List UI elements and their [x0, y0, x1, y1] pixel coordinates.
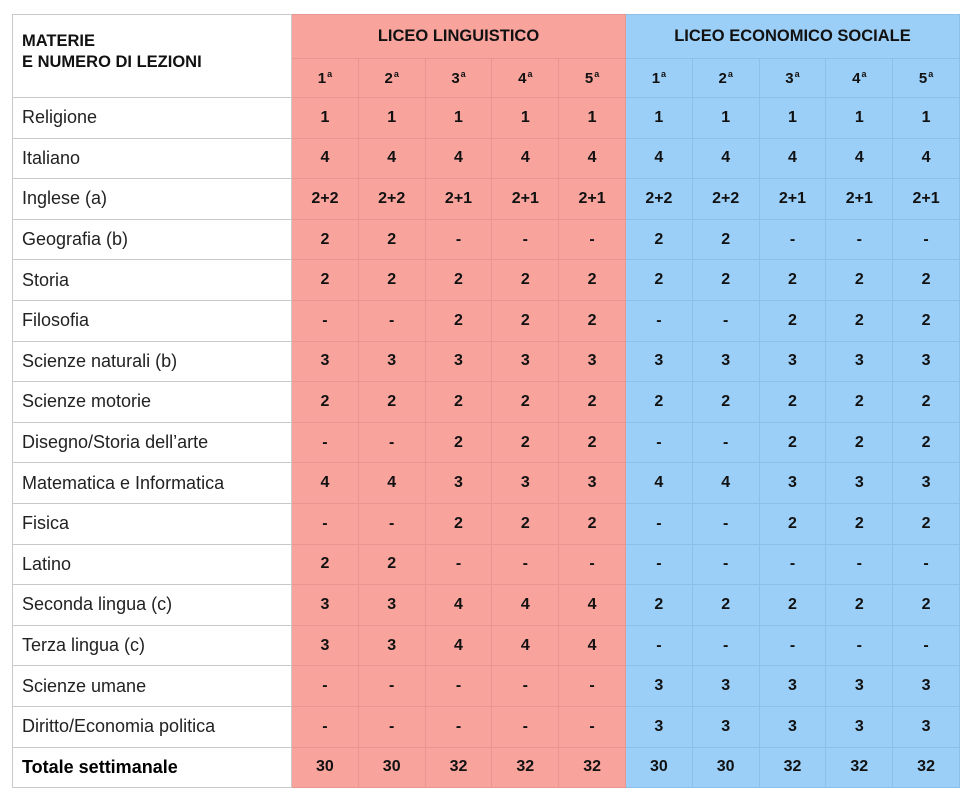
linguistico-hours-year-2: 2 [358, 382, 425, 423]
table-title-line1: MATERIE [22, 32, 96, 50]
subject-name: Disegno/Storia dell’arte [13, 422, 292, 463]
year-number: 5 [584, 70, 594, 87]
table-row [13, 260, 960, 301]
year-number: 1 [651, 70, 661, 87]
year-number: 1 [317, 70, 327, 87]
economico-hours-year-1: - [625, 503, 692, 544]
economico-hours-year-2: 30 [692, 747, 759, 788]
economico-hours-year-4: 4 [826, 138, 893, 179]
linguistico-hours-year-1: 2 [292, 382, 359, 423]
year-number: 2 [384, 70, 393, 87]
economico-hours-year-4: 2 [826, 503, 893, 544]
economico-hours-year-4: 3 [826, 463, 893, 504]
economico-hours-year-4: 2+1 [826, 179, 893, 220]
linguistico-hours-year-2: 2 [358, 544, 425, 585]
linguistico-hours-year-3: - [425, 706, 492, 747]
economico-hours-year-5: 3 [893, 463, 960, 504]
year-header-linguistico-2 [358, 59, 425, 98]
economico-hours-year-3: 32 [759, 747, 826, 788]
economico-hours-year-3: 3 [759, 341, 826, 382]
linguistico-hours-year-4: 2 [492, 382, 559, 423]
economico-hours-year-2: - [692, 422, 759, 463]
economico-hours-year-3: 4 [759, 138, 826, 179]
economico-hours-year-4: - [826, 219, 893, 260]
year-ordinal: a [393, 69, 399, 79]
economico-hours-year-4: 3 [826, 341, 893, 382]
linguistico-hours-year-1: 2 [292, 219, 359, 260]
linguistico-hours-year-4: - [492, 544, 559, 585]
year-header-linguistico-3 [425, 59, 492, 98]
linguistico-hours-year-2: 3 [358, 341, 425, 382]
subject-name: Scienze motorie [13, 382, 292, 423]
linguistico-hours-year-5: - [559, 666, 626, 707]
economico-hours-year-5: - [893, 219, 960, 260]
economico-hours-year-1: 3 [625, 706, 692, 747]
table-row [13, 300, 960, 341]
linguistico-hours-year-2: - [358, 503, 425, 544]
linguistico-hours-year-5: 4 [559, 138, 626, 179]
subject-name: Filosofia [13, 300, 292, 341]
economico-hours-year-3: 2 [759, 503, 826, 544]
year-header-economico-1 [625, 59, 692, 98]
linguistico-hours-year-2: - [358, 666, 425, 707]
linguistico-hours-year-1: 3 [292, 585, 359, 626]
linguistico-hours-year-5: - [559, 219, 626, 260]
linguistico-hours-year-4: 4 [492, 625, 559, 666]
table-row [13, 706, 960, 747]
linguistico-hours-year-4: 3 [492, 463, 559, 504]
table-row [13, 98, 960, 139]
economico-hours-year-2: 3 [692, 706, 759, 747]
year-ordinal: a [861, 69, 867, 79]
year-header-economico-3 [759, 59, 826, 98]
economico-hours-year-3: 2 [759, 300, 826, 341]
linguistico-hours-year-5: 2 [559, 260, 626, 301]
linguistico-hours-year-3: 4 [425, 585, 492, 626]
table-row [13, 503, 960, 544]
economico-hours-year-3: 3 [759, 666, 826, 707]
linguistico-hours-year-2: 1 [358, 98, 425, 139]
economico-hours-year-5: 2 [893, 503, 960, 544]
economico-hours-year-1: 2+2 [625, 179, 692, 220]
economico-hours-year-5: 2 [893, 422, 960, 463]
economico-hours-year-5: 2 [893, 585, 960, 626]
economico-hours-year-2: 2 [692, 382, 759, 423]
subject-name: Terza lingua (c) [13, 625, 292, 666]
linguistico-hours-year-3: - [425, 219, 492, 260]
economico-hours-year-1: - [625, 422, 692, 463]
linguistico-hours-year-3: 2 [425, 260, 492, 301]
year-ordinal: a [928, 69, 934, 79]
group-header-economico: LICEO ECONOMICO SOCIALE [625, 15, 959, 59]
year-ordinal: a [794, 69, 800, 79]
linguistico-hours-year-3: 32 [425, 747, 492, 788]
economico-hours-year-4: 2 [826, 260, 893, 301]
year-number: 3 [451, 70, 460, 87]
subject-name: Seconda lingua (c) [13, 585, 292, 626]
economico-hours-year-5: 2+1 [893, 179, 960, 220]
year-number: 2 [718, 70, 727, 87]
table-row [13, 138, 960, 179]
economico-hours-year-5: 2 [893, 382, 960, 423]
economico-hours-year-1: - [625, 544, 692, 585]
total-row [13, 747, 960, 788]
economico-hours-year-3: 2 [759, 422, 826, 463]
subject-name: Fisica [13, 503, 292, 544]
table-title-line2: E NUMERO DI LEZIONI [22, 53, 202, 71]
economico-hours-year-3: 2 [759, 382, 826, 423]
linguistico-hours-year-3: 1 [425, 98, 492, 139]
linguistico-hours-year-5: 2 [559, 503, 626, 544]
linguistico-hours-year-3: 3 [425, 463, 492, 504]
economico-hours-year-1: 3 [625, 666, 692, 707]
linguistico-hours-year-5: 2 [559, 382, 626, 423]
year-ordinal: a [594, 69, 600, 79]
linguistico-hours-year-3: 2 [425, 382, 492, 423]
economico-hours-year-2: 3 [692, 666, 759, 707]
subject-name: Latino [13, 544, 292, 585]
subject-name: Inglese (a) [13, 179, 292, 220]
subject-name: Scienze naturali (b) [13, 341, 292, 382]
linguistico-hours-year-4: 2 [492, 300, 559, 341]
linguistico-hours-year-2: - [358, 706, 425, 747]
economico-hours-year-2: 4 [692, 463, 759, 504]
linguistico-hours-year-1: 2 [292, 544, 359, 585]
economico-hours-year-2: 2 [692, 219, 759, 260]
economico-hours-year-1: 30 [625, 747, 692, 788]
linguistico-hours-year-1: - [292, 503, 359, 544]
year-ordinal: a [661, 69, 667, 79]
linguistico-hours-year-3: 4 [425, 625, 492, 666]
linguistico-hours-year-2: 2 [358, 260, 425, 301]
economico-hours-year-1: - [625, 625, 692, 666]
economico-hours-year-2: - [692, 503, 759, 544]
economico-hours-year-1: 2 [625, 382, 692, 423]
economico-hours-year-4: 2 [826, 382, 893, 423]
economico-hours-year-4: - [826, 625, 893, 666]
linguistico-hours-year-2: 4 [358, 463, 425, 504]
linguistico-hours-year-5: 32 [559, 747, 626, 788]
linguistico-hours-year-3: 2+1 [425, 179, 492, 220]
year-header-economico-5 [893, 59, 960, 98]
year-ordinal: a [727, 69, 733, 79]
table-row [13, 382, 960, 423]
economico-hours-year-2: 2+2 [692, 179, 759, 220]
economico-hours-year-3: 3 [759, 706, 826, 747]
economico-hours-year-1: - [625, 300, 692, 341]
linguistico-hours-year-5: 2 [559, 300, 626, 341]
economico-hours-year-3: - [759, 219, 826, 260]
group-header-linguistico: LICEO LINGUISTICO [292, 15, 626, 59]
linguistico-hours-year-2: 2+2 [358, 179, 425, 220]
year-ordinal: a [460, 69, 466, 79]
table-row [13, 544, 960, 585]
linguistico-hours-year-4: - [492, 219, 559, 260]
economico-hours-year-2: 1 [692, 98, 759, 139]
table-row [13, 625, 960, 666]
linguistico-hours-year-1: - [292, 300, 359, 341]
linguistico-hours-year-4: 4 [492, 585, 559, 626]
table-row [13, 179, 960, 220]
linguistico-hours-year-5: 2 [559, 422, 626, 463]
linguistico-hours-year-5: 4 [559, 625, 626, 666]
linguistico-hours-year-1: 4 [292, 138, 359, 179]
linguistico-hours-year-3: 2 [425, 422, 492, 463]
economico-hours-year-2: 2 [692, 260, 759, 301]
economico-hours-year-1: 2 [625, 585, 692, 626]
economico-hours-year-4: 2 [826, 585, 893, 626]
economico-hours-year-2: 2 [692, 585, 759, 626]
economico-hours-year-3: - [759, 544, 826, 585]
linguistico-hours-year-1: 2+2 [292, 179, 359, 220]
economico-hours-year-4: 32 [826, 747, 893, 788]
linguistico-hours-year-4: - [492, 666, 559, 707]
subject-name: Scienze umane [13, 666, 292, 707]
year-header-linguistico-4 [492, 59, 559, 98]
economico-hours-year-5: 2 [893, 300, 960, 341]
economico-hours-year-5: 3 [893, 341, 960, 382]
linguistico-hours-year-2: - [358, 422, 425, 463]
linguistico-hours-year-4: 2+1 [492, 179, 559, 220]
linguistico-hours-year-2: 30 [358, 747, 425, 788]
economico-hours-year-4: 1 [826, 98, 893, 139]
economico-hours-year-2: - [692, 625, 759, 666]
economico-hours-year-3: 2 [759, 585, 826, 626]
economico-hours-year-5: 3 [893, 706, 960, 747]
year-number: 4 [518, 70, 527, 87]
economico-hours-year-4: 2 [826, 422, 893, 463]
year-header-economico-4 [826, 59, 893, 98]
economico-hours-year-2: - [692, 544, 759, 585]
economico-hours-year-3: 2+1 [759, 179, 826, 220]
subject-name: Diritto/Economia politica [13, 706, 292, 747]
linguistico-hours-year-2: 3 [358, 625, 425, 666]
linguistico-hours-year-1: 30 [292, 747, 359, 788]
economico-hours-year-3: 3 [759, 463, 826, 504]
linguistico-hours-year-1: 3 [292, 341, 359, 382]
linguistico-hours-year-4: - [492, 706, 559, 747]
table-body [13, 98, 960, 788]
linguistico-hours-year-4: 2 [492, 422, 559, 463]
economico-hours-year-5: 1 [893, 98, 960, 139]
linguistico-hours-year-5: - [559, 706, 626, 747]
economico-hours-year-3: 1 [759, 98, 826, 139]
linguistico-hours-year-3: 3 [425, 341, 492, 382]
linguistico-hours-year-5: 3 [559, 463, 626, 504]
lessons-table [12, 14, 960, 788]
year-header-linguistico-5 [559, 59, 626, 98]
table-row [13, 219, 960, 260]
economico-hours-year-2: 3 [692, 341, 759, 382]
linguistico-hours-year-5: 4 [559, 585, 626, 626]
economico-hours-year-4: 3 [826, 706, 893, 747]
linguistico-hours-year-5: 3 [559, 341, 626, 382]
linguistico-hours-year-2: 3 [358, 585, 425, 626]
linguistico-hours-year-1: 4 [292, 463, 359, 504]
linguistico-hours-year-5: 1 [559, 98, 626, 139]
linguistico-hours-year-2: 4 [358, 138, 425, 179]
economico-hours-year-4: 3 [826, 666, 893, 707]
linguistico-hours-year-4: 32 [492, 747, 559, 788]
economico-hours-year-3: - [759, 625, 826, 666]
economico-hours-year-4: 2 [826, 300, 893, 341]
table-title [13, 15, 292, 98]
year-number: 4 [852, 70, 861, 87]
year-number: 3 [785, 70, 794, 87]
linguistico-hours-year-4: 2 [492, 503, 559, 544]
linguistico-hours-year-4: 1 [492, 98, 559, 139]
subject-name: Religione [13, 98, 292, 139]
economico-hours-year-1: 3 [625, 341, 692, 382]
linguistico-hours-year-2: 2 [358, 219, 425, 260]
economico-hours-year-5: 3 [893, 666, 960, 707]
linguistico-hours-year-1: 1 [292, 98, 359, 139]
economico-hours-year-5: - [893, 544, 960, 585]
linguistico-hours-year-3: - [425, 666, 492, 707]
linguistico-hours-year-3: - [425, 544, 492, 585]
year-header-economico-2 [692, 59, 759, 98]
subject-name: Italiano [13, 138, 292, 179]
linguistico-hours-year-1: - [292, 422, 359, 463]
linguistico-hours-year-1: 2 [292, 260, 359, 301]
economico-hours-year-1: 4 [625, 138, 692, 179]
economico-hours-year-1: 2 [625, 219, 692, 260]
year-ordinal: a [527, 69, 533, 79]
linguistico-hours-year-3: 2 [425, 300, 492, 341]
linguistico-hours-year-5: 2+1 [559, 179, 626, 220]
year-header-linguistico-1 [292, 59, 359, 98]
linguistico-hours-year-1: - [292, 666, 359, 707]
table-row [13, 341, 960, 382]
table-row [13, 585, 960, 626]
economico-hours-year-1: 1 [625, 98, 692, 139]
economico-hours-year-1: 2 [625, 260, 692, 301]
linguistico-hours-year-5: - [559, 544, 626, 585]
subject-name: Storia [13, 260, 292, 301]
linguistico-hours-year-1: 3 [292, 625, 359, 666]
linguistico-hours-year-4: 3 [492, 341, 559, 382]
economico-hours-year-5: 2 [893, 260, 960, 301]
economico-hours-year-5: - [893, 625, 960, 666]
year-ordinal: a [327, 69, 333, 79]
economico-hours-year-1: 4 [625, 463, 692, 504]
subject-name: Geografia (b) [13, 219, 292, 260]
year-number: 5 [918, 70, 928, 87]
linguistico-hours-year-2: - [358, 300, 425, 341]
table-row [13, 666, 960, 707]
economico-hours-year-2: - [692, 300, 759, 341]
economico-hours-year-2: 4 [692, 138, 759, 179]
linguistico-hours-year-3: 2 [425, 503, 492, 544]
table-row [13, 463, 960, 504]
total-label: Totale settimanale [13, 747, 292, 788]
linguistico-hours-year-3: 4 [425, 138, 492, 179]
linguistico-hours-year-1: - [292, 706, 359, 747]
economico-hours-year-5: 32 [893, 747, 960, 788]
linguistico-hours-year-4: 2 [492, 260, 559, 301]
linguistico-hours-year-4: 4 [492, 138, 559, 179]
economico-hours-year-3: 2 [759, 260, 826, 301]
table-row [13, 422, 960, 463]
economico-hours-year-4: - [826, 544, 893, 585]
subject-name: Matematica e Informatica [13, 463, 292, 504]
economico-hours-year-5: 4 [893, 138, 960, 179]
